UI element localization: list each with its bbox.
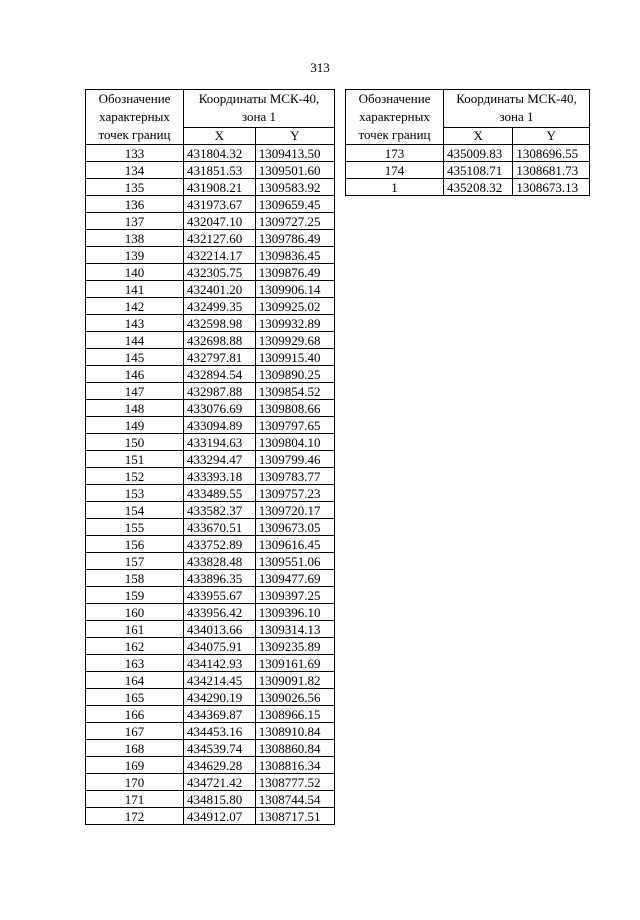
coord-x: 434013.66 [184, 621, 256, 638]
coord-x: 432499.35 [184, 298, 256, 315]
coord-y: 1309854.52 [255, 383, 334, 400]
point-number: 143 [86, 315, 184, 332]
coord-y: 1309673.05 [255, 519, 334, 536]
table-row [346, 179, 590, 196]
coord-y: 1309659.45 [255, 196, 334, 213]
coord-x: 433194.63 [184, 434, 256, 451]
table-row [86, 298, 335, 315]
coord-y: 1309906.14 [255, 281, 334, 298]
point-number: 152 [86, 468, 184, 485]
point-number: 154 [86, 502, 184, 519]
coord-y: 1309396.10 [255, 604, 334, 621]
coord-y: 1309397.25 [255, 587, 334, 604]
table-row [86, 434, 335, 451]
coordinates-header [184, 90, 335, 128]
table-row [86, 417, 335, 434]
table-row [86, 672, 335, 689]
point-number: 174 [346, 162, 444, 179]
table-row [86, 485, 335, 502]
point-number: 159 [86, 587, 184, 604]
coordinates-table-left [85, 89, 335, 825]
coord-y: 1309783.77 [255, 468, 334, 485]
coord-y: 1308717.51 [255, 808, 334, 825]
point-number: 151 [86, 451, 184, 468]
point-number: 141 [86, 281, 184, 298]
coord-x: 434453.16 [184, 723, 256, 740]
table-row [86, 587, 335, 604]
point-number: 146 [86, 366, 184, 383]
point-number: 145 [86, 349, 184, 366]
coord-x: 433393.18 [184, 468, 256, 485]
table-row [346, 162, 590, 179]
table-row [86, 196, 335, 213]
coord-x: 431804.32 [184, 145, 256, 162]
coord-x: 433955.67 [184, 587, 256, 604]
point-number: 1 [346, 179, 444, 196]
table-row [86, 621, 335, 638]
designation-header-line-3: точек границ [98, 127, 171, 142]
coord-x: 432698.88 [184, 332, 256, 349]
point-number: 165 [86, 689, 184, 706]
column-x-header: X [444, 127, 513, 144]
coord-x: 435009.83 [444, 145, 513, 162]
coord-y: 1308777.52 [255, 774, 334, 791]
point-number: 155 [86, 519, 184, 536]
coord-y: 1309161.69 [255, 655, 334, 672]
point-number: 172 [86, 808, 184, 825]
coord-x: 433294.47 [184, 451, 256, 468]
coord-y: 1309876.49 [255, 264, 334, 281]
coordinates-header-line-1: Координаты МСК-40, [456, 91, 577, 107]
coord-y: 1309091.82 [255, 672, 334, 689]
table-row [86, 519, 335, 536]
coord-x: 433752.89 [184, 536, 256, 553]
table-row [86, 638, 335, 655]
coord-y: 1308816.34 [255, 757, 334, 774]
coord-y: 1309727.25 [255, 213, 334, 230]
coord-x: 433094.89 [184, 417, 256, 434]
coord-y: 1308910.84 [255, 723, 334, 740]
table-row [86, 604, 335, 621]
coord-y: 1309757.23 [255, 485, 334, 502]
coord-x: 433582.37 [184, 502, 256, 519]
point-number: 144 [86, 332, 184, 349]
point-number: 158 [86, 570, 184, 587]
table-row [86, 689, 335, 706]
column-y-header: Y [513, 127, 590, 144]
coord-x: 433828.48 [184, 553, 256, 570]
coord-x: 432305.75 [184, 264, 256, 281]
table-row [86, 791, 335, 808]
table-row [86, 315, 335, 332]
table-row [86, 553, 335, 570]
coord-y: 1309915.40 [255, 349, 334, 366]
point-number: 153 [86, 485, 184, 502]
coord-x: 432401.20 [184, 281, 256, 298]
coord-y: 1308673.13 [513, 179, 590, 196]
point-number: 166 [86, 706, 184, 723]
coord-y: 1309616.45 [255, 536, 334, 553]
table-body-left [86, 145, 335, 825]
coordinates-header-line-2: зона 1 [241, 109, 277, 125]
coord-y: 1309808.66 [255, 400, 334, 417]
table-row [86, 757, 335, 774]
point-number: 157 [86, 553, 184, 570]
designation-header-line-3: точек границ [358, 127, 431, 142]
coord-y: 1308744.54 [255, 791, 334, 808]
coord-x: 434075.91 [184, 638, 256, 655]
point-number: 171 [86, 791, 184, 808]
coord-y: 1309235.89 [255, 638, 334, 655]
coord-x: 433670.51 [184, 519, 256, 536]
table-row [86, 808, 335, 825]
coordinates-header-line-2: зона 1 [499, 109, 534, 125]
point-number: 156 [86, 536, 184, 553]
table-row [86, 570, 335, 587]
point-number: 149 [86, 417, 184, 434]
table-row [86, 502, 335, 519]
point-number: 138 [86, 230, 184, 247]
point-number: 147 [86, 383, 184, 400]
table-row [86, 468, 335, 485]
coord-x: 434721.42 [184, 774, 256, 791]
table-row [86, 366, 335, 383]
point-number: 140 [86, 264, 184, 281]
coord-x: 434912.07 [184, 808, 256, 825]
coordinates-table-right [345, 89, 590, 196]
table-row [86, 349, 335, 366]
column-x-header: X [184, 127, 256, 144]
column-y-header: Y [255, 127, 334, 144]
coord-x: 431908.21 [184, 179, 256, 196]
table-row [86, 655, 335, 672]
point-number: 168 [86, 740, 184, 757]
coord-x: 432987.88 [184, 383, 256, 400]
coord-y: 1309413.50 [255, 145, 334, 162]
point-number: 150 [86, 434, 184, 451]
coord-y: 1309797.65 [255, 417, 334, 434]
coord-y: 1308860.84 [255, 740, 334, 757]
designation-header-line-2: характерных [99, 109, 170, 124]
coord-y: 1309804.10 [255, 434, 334, 451]
point-number: 164 [86, 672, 184, 689]
coord-y: 1309501.60 [255, 162, 334, 179]
table-row [86, 400, 335, 417]
coord-y: 1308696.55 [513, 145, 590, 162]
coord-y: 1309929.68 [255, 332, 334, 349]
coord-x: 434629.28 [184, 757, 256, 774]
coord-y: 1309314.13 [255, 621, 334, 638]
designation-header [86, 90, 184, 145]
coord-x: 433489.55 [184, 485, 256, 502]
table-row [86, 383, 335, 400]
table-row [86, 281, 335, 298]
coord-x: 435208.32 [444, 179, 513, 196]
coord-y: 1309583.92 [255, 179, 334, 196]
coord-x: 433896.35 [184, 570, 256, 587]
point-number: 139 [86, 247, 184, 264]
coord-x: 434369.87 [184, 706, 256, 723]
table-row [86, 451, 335, 468]
table-row [86, 332, 335, 349]
coord-y: 1308966.15 [255, 706, 334, 723]
table-row [86, 179, 335, 196]
coord-y: 1309932.89 [255, 315, 334, 332]
coord-y: 1309786.49 [255, 230, 334, 247]
designation-header-line-1: Обозначение [358, 91, 431, 106]
table-row [86, 247, 335, 264]
point-number: 161 [86, 621, 184, 638]
table-row [86, 723, 335, 740]
coord-x: 433956.42 [184, 604, 256, 621]
table-row [86, 162, 335, 179]
point-number: 173 [346, 145, 444, 162]
point-number: 162 [86, 638, 184, 655]
coord-y: 1309799.46 [255, 451, 334, 468]
point-number: 167 [86, 723, 184, 740]
coord-y: 1309477.69 [255, 570, 334, 587]
coordinates-header-line-1: Координаты МСК-40, [198, 91, 320, 107]
coord-x: 434815.80 [184, 791, 256, 808]
coordinates-header [444, 90, 590, 128]
point-number: 133 [86, 145, 184, 162]
coord-x: 434214.45 [184, 672, 256, 689]
table-row [86, 536, 335, 553]
point-number: 137 [86, 213, 184, 230]
coord-y: 1309551.06 [255, 553, 334, 570]
coord-x: 432214.17 [184, 247, 256, 264]
point-number: 134 [86, 162, 184, 179]
designation-header-line-1: Обозначение [98, 91, 171, 106]
coord-x: 433076.69 [184, 400, 256, 417]
point-number: 170 [86, 774, 184, 791]
coord-y: 1309925.02 [255, 298, 334, 315]
coord-x: 435108.71 [444, 162, 513, 179]
table-row [86, 230, 335, 247]
point-number: 135 [86, 179, 184, 196]
point-number: 148 [86, 400, 184, 417]
coord-x: 431973.67 [184, 196, 256, 213]
coord-y: 1309890.25 [255, 366, 334, 383]
coord-x: 431851.53 [184, 162, 256, 179]
coord-x: 432598.98 [184, 315, 256, 332]
table-row [86, 740, 335, 757]
coord-x: 434142.93 [184, 655, 256, 672]
coord-y: 1309836.45 [255, 247, 334, 264]
point-number: 160 [86, 604, 184, 621]
page-number: 313 [310, 60, 330, 75]
coord-y: 1309026.56 [255, 689, 334, 706]
point-number: 169 [86, 757, 184, 774]
table-row [86, 264, 335, 281]
table-row [86, 145, 335, 162]
coord-y: 1308681.73 [513, 162, 590, 179]
coord-x: 434290.19 [184, 689, 256, 706]
point-number: 136 [86, 196, 184, 213]
coord-x: 432894.54 [184, 366, 256, 383]
coord-y: 1309720.17 [255, 502, 334, 519]
point-number: 142 [86, 298, 184, 315]
table-body-right [346, 145, 590, 196]
coord-x: 434539.74 [184, 740, 256, 757]
designation-header-line-2: характерных [359, 109, 430, 124]
table-row [86, 706, 335, 723]
coord-x: 432047.10 [184, 213, 256, 230]
table-row [86, 213, 335, 230]
table-row [86, 774, 335, 791]
coord-x: 432797.81 [184, 349, 256, 366]
table-row [346, 145, 590, 162]
point-number: 163 [86, 655, 184, 672]
coord-x: 432127.60 [184, 230, 256, 247]
designation-header [346, 90, 444, 145]
